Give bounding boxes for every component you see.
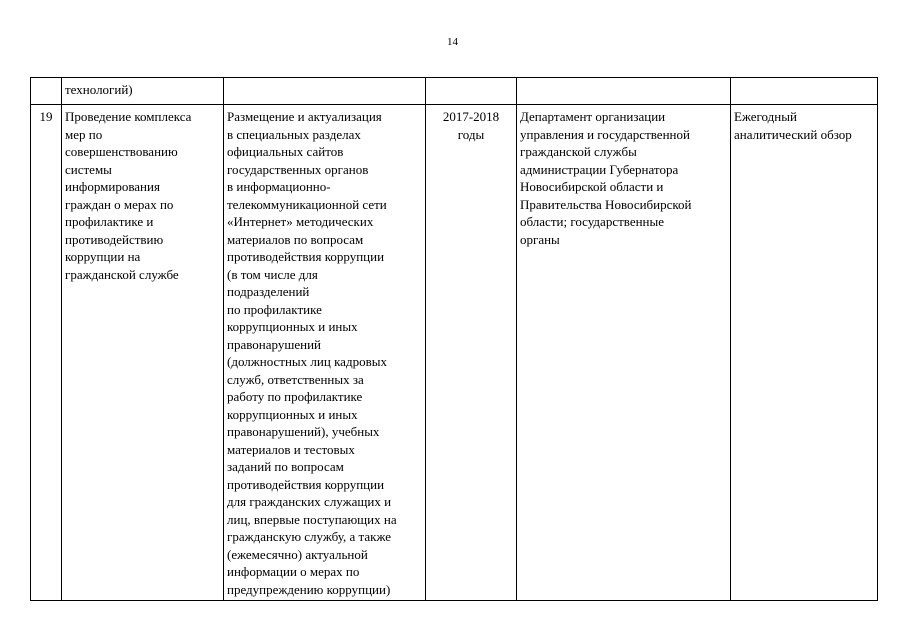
content-line: противодействия коррупции <box>227 249 385 264</box>
page-number: 14 <box>447 36 458 48</box>
row-number: 19 <box>39 109 53 124</box>
content-line: правонарушений), учебных <box>227 424 380 439</box>
content-line: официальных сайтов <box>227 144 344 159</box>
cell-measure: технологий) <box>62 78 224 105</box>
content-line: государственных органов <box>227 161 369 177</box>
term-cell <box>426 105 517 601</box>
content-line: коррупционных и иных <box>227 319 358 334</box>
result-cell <box>731 105 878 601</box>
measure-line: совершенствованию <box>65 144 178 159</box>
content-line: предупреждению коррупции) <box>227 581 391 597</box>
content-line: (должностных лиц кадровых <box>227 354 387 369</box>
content-line: (в том числе для <box>227 266 318 282</box>
row-number-cell <box>31 105 62 601</box>
measure-line: граждан о мерах по <box>65 196 174 212</box>
responsible-line: гражданской службы <box>520 144 637 159</box>
cell-result <box>731 78 878 105</box>
content-line: коррупционных и иных <box>227 406 358 422</box>
responsible-line: Департамент организации <box>520 109 666 124</box>
content-line: телекоммуникационной сети <box>227 196 387 212</box>
term-line: годы <box>457 126 485 142</box>
content-line: противодействия коррупции <box>227 476 385 492</box>
measure-line: коррупции на <box>65 249 141 264</box>
cell-term <box>426 78 517 105</box>
table-row-continued <box>31 78 878 105</box>
content-line: служб, ответственных за <box>227 371 364 387</box>
measure-line: Проведение комплекса <box>65 109 192 124</box>
responsible-cell <box>517 105 731 601</box>
measure-line: информирования <box>65 179 160 194</box>
content-line: (ежемесячно) актуальной <box>227 546 368 562</box>
responsible-line: органы <box>520 231 560 247</box>
measure-line: гражданской службе <box>65 266 179 282</box>
content-cell <box>224 105 426 601</box>
content-line: материалов по вопросам <box>227 231 364 247</box>
content-line: «Интернет» методических <box>227 214 374 229</box>
responsible-line: Новосибирской области и <box>520 179 664 194</box>
measure-line: системы <box>65 161 112 177</box>
cell-responsible <box>517 78 731 105</box>
responsible-line: управления и государственной <box>520 126 690 142</box>
content-line: работу по профилактике <box>227 389 363 404</box>
measures-table <box>30 77 878 601</box>
content-line: гражданскую службу, а также <box>227 529 392 544</box>
measure-cell <box>62 105 224 601</box>
content-line: в специальных разделах <box>227 126 361 142</box>
cell-number <box>31 78 62 105</box>
content-line: правонарушений <box>227 336 321 352</box>
table-row <box>31 105 878 601</box>
content-line: по профилактике <box>227 301 322 317</box>
content-line: информации о мерах по <box>227 564 360 579</box>
responsible-line: области; государственные <box>520 214 665 229</box>
cell-content <box>224 78 426 105</box>
result-line: аналитический обзор <box>734 126 852 142</box>
content-line: Размещение и актуализация <box>227 109 382 124</box>
content-line: подразделений <box>227 284 310 299</box>
measure-line: противодействию <box>65 231 164 247</box>
term-line: 2017-2018 <box>442 109 500 124</box>
content-line: в информационно- <box>227 179 331 194</box>
content-line: материалов и тестовых <box>227 441 355 457</box>
result-line: Ежегодный <box>734 109 797 124</box>
measure-line: профилактике и <box>65 214 154 229</box>
responsible-line: Правительства Новосибирской <box>520 196 692 212</box>
content-line: заданий по вопросам <box>227 459 344 474</box>
responsible-line: администрации Губернатора <box>520 161 679 177</box>
content-line: лиц, впервые поступающих на <box>227 511 397 527</box>
content-line: для гражданских служащих и <box>227 494 392 509</box>
measure-line: мер по <box>65 126 103 142</box>
